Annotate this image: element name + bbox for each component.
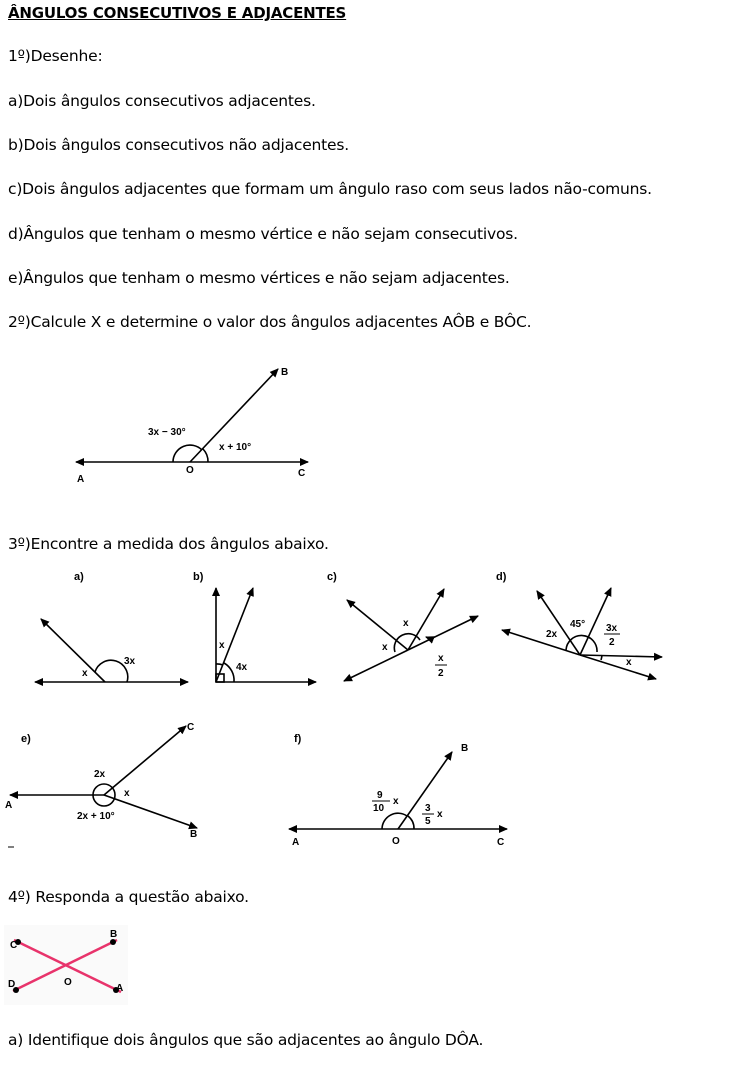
q3f-frac2-num: 3 [425, 803, 431, 814]
q2-label-o: O [186, 465, 194, 476]
q3c-label: c) [327, 571, 337, 583]
q3e-point-c: C [187, 722, 195, 733]
q3f-point-o: O [392, 836, 400, 847]
figure-shape [344, 650, 408, 681]
q3d-angle-2x: 2x [546, 629, 558, 640]
q3f-point-b: B [461, 743, 469, 754]
figure-shape [216, 664, 223, 665]
q3d-figure [502, 588, 662, 679]
q1-item-e: e)Ângulos que tenham o mesmo vértices e não sejam adjacentes. [8, 269, 510, 287]
q4-point-c: C [10, 940, 18, 951]
q3f-frac2-x: x [437, 809, 443, 820]
q3c-angle-x1: x [382, 642, 388, 653]
q3e-angle-x: x [124, 788, 130, 799]
q4-heading: 4º) Responda a questão abaixo. [8, 888, 249, 906]
figure-shape [566, 635, 597, 652]
q3f-point-c: C [497, 837, 505, 848]
q3b-angle-4x: 4x [236, 662, 248, 673]
q3c-frac-num: x [438, 653, 444, 664]
figure-shape [95, 660, 128, 682]
q3a-figure [35, 619, 188, 682]
q1-item-a: a)Dois ângulos consecutivos adjacentes. [8, 92, 316, 110]
q3c-frac-den: 2 [438, 668, 444, 679]
q3d-label: d) [496, 571, 507, 583]
q3e-point-b: B [190, 829, 198, 840]
q3e-point-a: A [5, 800, 13, 811]
q3b-angle-x: x [219, 640, 225, 651]
q3f-frac2-den: 5 [425, 816, 431, 827]
figure-shape [426, 637, 431, 639]
q3d-frac-num: 3x [606, 623, 618, 634]
figure-shape [216, 588, 253, 682]
q3a-angle-3x: 3x [124, 656, 136, 667]
figure-shape [347, 600, 408, 650]
figure-shape [104, 726, 186, 795]
figure-shape [41, 619, 105, 682]
q1-item-b: b)Dois ângulos consecutivos não adjacentes. [8, 136, 349, 154]
q3c-figure [344, 589, 478, 681]
q3-heading: 3º)Encontre a medida dos ângulos abaixo. [8, 535, 329, 553]
q3b-label: b) [193, 571, 204, 583]
figure-shape [104, 795, 197, 828]
q3e-angle-2x: 2x [94, 769, 106, 780]
figure-shape [224, 663, 234, 682]
q3f-figure [289, 752, 507, 829]
q2-label-b: B [281, 367, 289, 378]
q1-heading: 1º)Desenhe: [8, 47, 103, 65]
q1-item-d: d)Ângulos que tenham o mesmo vértice e não sejam consecutivos. [8, 225, 518, 243]
q3d-angle-x: x [626, 657, 632, 668]
q4-point-b: B [110, 929, 118, 940]
q3d-angle-45: 45° [570, 619, 586, 630]
q1-item-c: c)Dois ângulos adjacentes que formam um ângulo raso com seus lados não-comuns. [8, 180, 652, 198]
q3a-angle-x: x [82, 668, 88, 679]
figure-shape [580, 655, 662, 657]
q2-figure [76, 369, 308, 462]
q4-item-a: a) Identifique dois ângulos que são adjacentes ao ângulo DÔA. [8, 1031, 484, 1049]
figure-shape [601, 655, 602, 660]
figure-shape [408, 816, 414, 829]
q4-point-a: A [116, 983, 124, 994]
q2-label-c: C [298, 468, 306, 479]
q2-angle-boc: x + 10° [219, 442, 252, 453]
q3f-frac1-num: 9 [377, 790, 383, 801]
q2-heading: 2º)Calcule X e determine o valor dos ângulos adjacentes AÔB e BÔC. [8, 313, 532, 331]
q3f-frac1-den: 10 [373, 803, 385, 814]
q2-label-a: A [77, 474, 85, 485]
q4-point-o: O [64, 977, 72, 988]
q3a-label: a) [74, 571, 84, 583]
q3f-point-a: A [292, 837, 300, 848]
q3f-label: f) [294, 733, 302, 745]
q3c-angle-x2: x [403, 618, 409, 629]
page-title: ÂNGULOS CONSECUTIVOS E ADJACENTES [8, 4, 347, 22]
q3e-label: e) [21, 733, 31, 745]
q2-angle-aob: 3x − 30° [148, 427, 186, 438]
figure-shape [203, 449, 208, 462]
q4-point-d: D [8, 979, 16, 990]
q3d-frac-den: 2 [609, 637, 615, 648]
figure-shape [580, 655, 656, 679]
q3f-frac1-x: x [393, 796, 399, 807]
q3b-figure [216, 588, 316, 682]
q3e-angle-2x-10: 2x + 10° [77, 811, 115, 822]
